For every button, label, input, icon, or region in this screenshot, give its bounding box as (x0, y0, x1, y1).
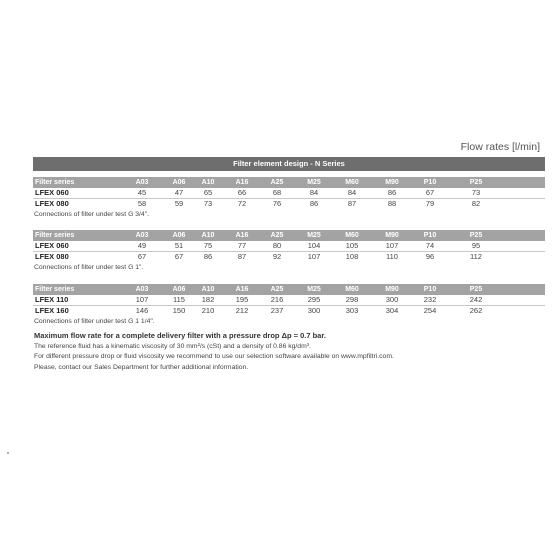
flow-value: 104 (307, 241, 321, 250)
flow-value: 59 (174, 199, 184, 208)
note-reference-fluid: The reference fluid has a kinematic viscosity of 30 mm²/s (cSt) and a density of 0.86 kg/dm³. (34, 342, 311, 350)
column-header: A25 (270, 179, 284, 186)
table-row (33, 241, 545, 252)
column-header: P25 (469, 232, 483, 239)
note-software: For different pressure drop or fluid viscosity we recommend to use our selection software available on www.mpfiltri.com. (34, 353, 394, 360)
column-header: A25 (270, 232, 284, 239)
flow-value: 95 (471, 241, 481, 250)
flow-value: 77 (237, 241, 247, 250)
flow-value: 254 (423, 306, 437, 315)
flow-value: 51 (174, 241, 184, 250)
flow-value: 76 (272, 199, 282, 208)
flow-value: 182 (201, 295, 215, 304)
column-header: A16 (235, 286, 249, 293)
column-header: P10 (423, 179, 437, 186)
flow-value: 73 (471, 188, 481, 197)
column-header: M60 (345, 232, 359, 239)
flow-value: 67 (137, 252, 147, 261)
column-header: P25 (469, 286, 483, 293)
table-header-row (33, 177, 545, 188)
flow-value: 67 (174, 252, 184, 261)
table-row (33, 188, 545, 199)
flow-value: 195 (235, 295, 249, 304)
flow-value: 108 (345, 252, 359, 261)
series-label: Filter series (35, 286, 75, 293)
connection-note: Connections of filter under test G 1". (34, 264, 144, 271)
table-header-row (33, 284, 545, 295)
filter-model: LFEX 160 (35, 306, 69, 315)
series-label: Filter series (35, 232, 75, 239)
flow-value: 58 (137, 199, 147, 208)
flow-value: 96 (425, 252, 435, 261)
column-header: P25 (469, 179, 483, 186)
column-header: M60 (345, 286, 359, 293)
flow-value: 67 (425, 188, 435, 197)
flow-value: 86 (387, 188, 397, 197)
filter-model: LFEX 060 (35, 241, 69, 250)
notes (34, 331, 544, 373)
table-row (33, 199, 545, 209)
flow-value: 300 (307, 306, 321, 315)
column-header: M60 (345, 179, 359, 186)
column-header: A10 (201, 179, 215, 186)
column-header: A06 (172, 286, 186, 293)
flow-value: 300 (385, 295, 399, 304)
flow-value: 82 (471, 199, 481, 208)
column-header: A16 (235, 179, 249, 186)
flow-value: 45 (137, 188, 147, 197)
flow-value: 112 (470, 252, 482, 261)
filter-model: LFEX 060 (35, 188, 69, 197)
series-label: Filter series (35, 179, 75, 186)
flow-value: 73 (203, 199, 213, 208)
flow-value: 92 (272, 252, 282, 261)
filter-model: LFEX 110 (35, 295, 69, 304)
column-header: A25 (270, 286, 284, 293)
column-header: M25 (307, 286, 321, 293)
filter-model: LFEX 080 (35, 199, 69, 208)
flow-value: 298 (345, 295, 359, 304)
flow-value: 110 (386, 252, 398, 261)
column-header: A10 (201, 232, 215, 239)
column-header: P10 (423, 286, 437, 293)
column-header: A03 (135, 232, 149, 239)
flow-value: 84 (347, 188, 357, 197)
flow-value: 216 (270, 295, 284, 304)
flow-value: 75 (203, 241, 213, 250)
flow-value: 150 (172, 306, 186, 315)
flow-table-2 (33, 230, 545, 272)
note-contact: Please, contact our Sales Department for further additional information. (34, 363, 249, 371)
table-row (33, 252, 545, 262)
table-header-row (33, 230, 545, 241)
flow-value: 47 (174, 188, 184, 197)
flow-value: 66 (237, 188, 247, 197)
column-header: A16 (235, 232, 249, 239)
flow-value: 84 (309, 188, 319, 197)
column-header: P10 (423, 232, 437, 239)
flow-value: 72 (237, 199, 247, 208)
stray-dot (7, 452, 9, 454)
column-header: A03 (135, 286, 149, 293)
flow-value: 107 (307, 252, 321, 261)
flow-value: 86 (203, 252, 213, 261)
flow-value: 105 (345, 241, 359, 250)
filter-model: LFEX 080 (35, 252, 69, 261)
flow-value: 49 (137, 241, 147, 250)
flow-value: 107 (385, 241, 399, 250)
flow-value: 237 (270, 306, 284, 315)
flow-value: 262 (469, 306, 483, 315)
flow-value: 79 (425, 199, 435, 208)
connection-note: Connections of filter under test G 3/4". (34, 211, 149, 218)
flow-value: 87 (237, 252, 247, 261)
table-row (33, 295, 545, 306)
flow-value: 68 (272, 188, 282, 197)
column-header: A06 (172, 179, 186, 186)
flow-value: 232 (423, 295, 437, 304)
flow-value: 304 (385, 306, 399, 315)
flow-value: 65 (203, 188, 213, 197)
table-row (33, 306, 545, 316)
flow-value: 80 (272, 241, 282, 250)
design-series-bar: Filter element design - N Series (33, 157, 545, 171)
column-header: M90 (385, 232, 399, 239)
column-header: M90 (385, 179, 399, 186)
flow-value: 115 (173, 295, 185, 304)
column-header: M25 (307, 179, 321, 186)
flow-rates-title: Flow rates [l/min] (460, 141, 540, 153)
column-header: M25 (307, 232, 321, 239)
column-header: M90 (385, 286, 399, 293)
flow-value: 303 (345, 306, 359, 315)
column-header: A10 (201, 286, 215, 293)
flow-value: 212 (235, 306, 249, 315)
note-max-flow: Maximum flow rate for a complete delivery filter with a pressure drop Δp = 0.7 bar. (34, 331, 326, 340)
flow-value: 107 (135, 295, 149, 304)
flow-table-3 (33, 284, 545, 326)
flow-value: 88 (387, 199, 397, 208)
connection-note: Connections of filter under test G 1 1/4". (34, 318, 155, 325)
flow-value: 87 (347, 199, 357, 208)
flow-value: 210 (201, 306, 215, 315)
flow-value: 86 (309, 199, 319, 208)
column-header: A06 (172, 232, 186, 239)
flow-value: 74 (425, 241, 435, 250)
flow-table-1 (33, 177, 545, 219)
column-header: A03 (135, 179, 149, 186)
flow-value: 146 (135, 306, 149, 315)
flow-value: 295 (307, 295, 321, 304)
flow-value: 242 (469, 295, 483, 304)
